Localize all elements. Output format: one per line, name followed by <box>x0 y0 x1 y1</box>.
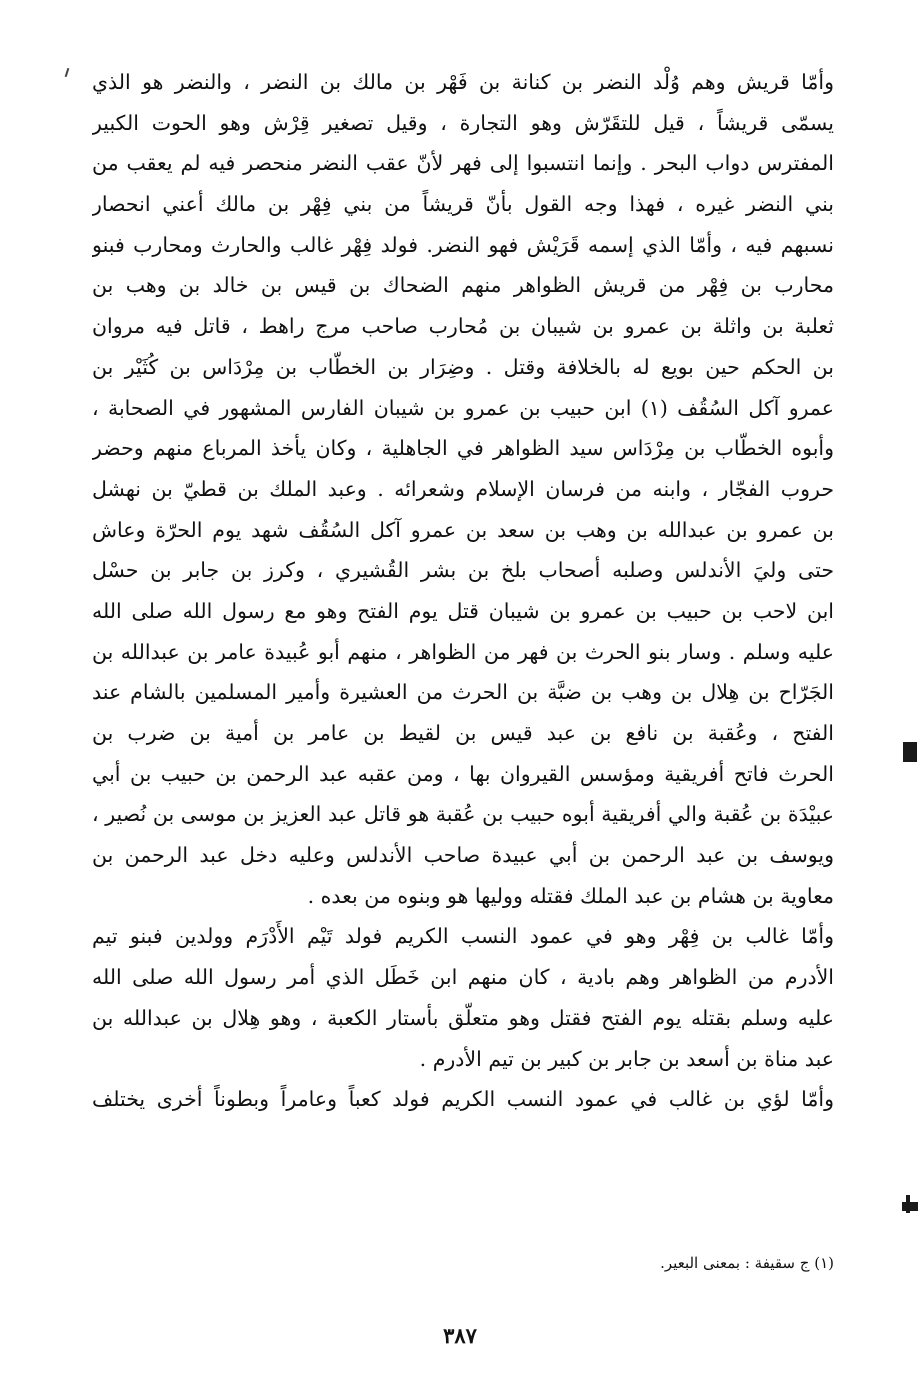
text-line: عليه وسلم . وسار بنو الحرث بن فهر من الظواهر ، منهم أبو عُبيدة عامر بن عبدالله بن <box>92 639 834 664</box>
text-line: عبد مناة بن أسعد بن جابر بن كبير بن تيم الأدرم . <box>419 1046 834 1071</box>
footnote: (١) ج سقيفة : بمعنى البعير. <box>660 1254 834 1272</box>
text-line: الجَرّاح بن هِلال بن وهب بن ضبَّة بن الحرث من العشيرة وأمير المسلمين بالشام عند <box>92 680 834 705</box>
text-line: حروب الفجّار ، وابنه من فرسان الإسلام وشعرائه . وعبد الملك بن قطيّ بن نهشل <box>92 476 834 501</box>
text-line: الأدرم من الظواهر وهم بادية ، كان منهم ابن خَطَل الذي أمر رسول الله صلى الله <box>92 965 834 990</box>
text-line: نسبهم فيه ، وأمّا الذي إسمه قَرَيْش فهو النضر. فولد فِهْر غالب والحارث ومحارب فبنو <box>92 232 834 257</box>
page-number: ٣٨٧ <box>443 1323 477 1348</box>
text-line: الحرث فاتح أفريقية ومؤسس القيروان بها ، ومن عقبه عبد الرحمن بن حبيب بن أبي <box>92 761 834 786</box>
text-line: عمرو آكل السُقُف (١) ابن حبيب بن عمرو بن شيبان الفارس المشهور في الصحابة ، <box>92 395 834 420</box>
text-line: عليه وسلم بقتله يوم الفتح فقتل وهو متعلّق بأستار الكعبة ، وهو هِلال بن عبدالله بن <box>92 1005 834 1030</box>
text-line: بني النضر غيره ، فهذا وجه القول بأنّ قريشاً من بني فِهْر بن مالك أعني انحصار <box>92 192 834 217</box>
text-line: وأمّا غالب بن فِهْر وهو في عمود النسب الكريم فولد تَيْم الأَدْرَم وولدين فبنو تيم <box>92 924 834 949</box>
text-line: الفتح ، وعُقبة بن نافع بن عبد قيس بن لقيط بن عامر بن أمية بن ضرب بن <box>92 721 834 745</box>
text-line: وأبوه الخطّاب بن مِرْدَاس سيد الظواهر في الجاهلية ، وكان يأخذ المرباع منهم وحضر <box>92 436 834 461</box>
text-line: بن الحكم حين بويع له بالخلافة وقتل . وضِرَار بن الخطّاب بن مِرْدَاس بن كُثَيْر بن <box>92 354 834 379</box>
text-line: بن عمرو بن عبدالله بن وهب بن سعد بن عمرو آكل السُقُف شهد يوم الحرّة وعاش <box>92 517 834 542</box>
body-text <box>92 62 834 1120</box>
text-line: وأمّا قريش وهم وُلْد النضر بن كنانة بن فَهْر بن مالك بن النضر ، والنضر هو الذي <box>92 70 834 94</box>
text-line: حتى وليَ الأندلس وصلبه أصحاب بلخ بن بشر القُشيري ، وكرز بن جابر بن حسْل <box>92 558 834 583</box>
text-line: المفترس دواب البحر . وإنما انتسبوا إلى فهر لأنّ عقب النضر منحصر فيه لم يعقب من <box>92 151 834 176</box>
text-line: ابن لاحب بن حبيب بن عمرو بن شيبان قتل يوم الفتح وهو مع رسول الله صلى الله <box>92 598 834 623</box>
text-line: ويوسف بن عبد الرحمن بن أبي عبيدة صاحب الأندلس وعليه دخل عبد الرحمن بن <box>92 843 834 868</box>
text-line: ثعلبة بن واثلة بن عمرو بن شيبان بن مُحارب صاحب مرج راهط ، قاتل فيه مروان <box>92 314 834 339</box>
text-line: معاوية بن هشام بن عبد الملك فقتله ووليها هو وبنوه من بعده . <box>307 883 834 908</box>
text-line: وأمّا لؤي بن غالب في عمود النسب الكريم فولد كعباً وعامراً وبطوناً أخرى يختلف <box>92 1087 834 1112</box>
text-line: عبيْدَة بن عُقبة والي أفريقية أبوه حبيب بن عُقبة هو قاتل عبد العزيز بن موسى بن نُصير ، <box>92 802 834 827</box>
scan-speck <box>65 68 70 77</box>
margin-scan-mark <box>903 742 917 762</box>
text-line: يسمّى قريشاً ، قيل للتقَرّش وهو التجارة ، وقيل تصغير قِرْش وهو الحوت الكبير <box>92 110 834 135</box>
text-line: محارب بن فِهْر من قريش الظواهر منهم الضحاك بن قيس بن خالد بن وهب بن <box>92 273 834 298</box>
margin-scan-mark <box>906 1195 910 1213</box>
margin-scan-mark <box>902 1202 918 1211</box>
